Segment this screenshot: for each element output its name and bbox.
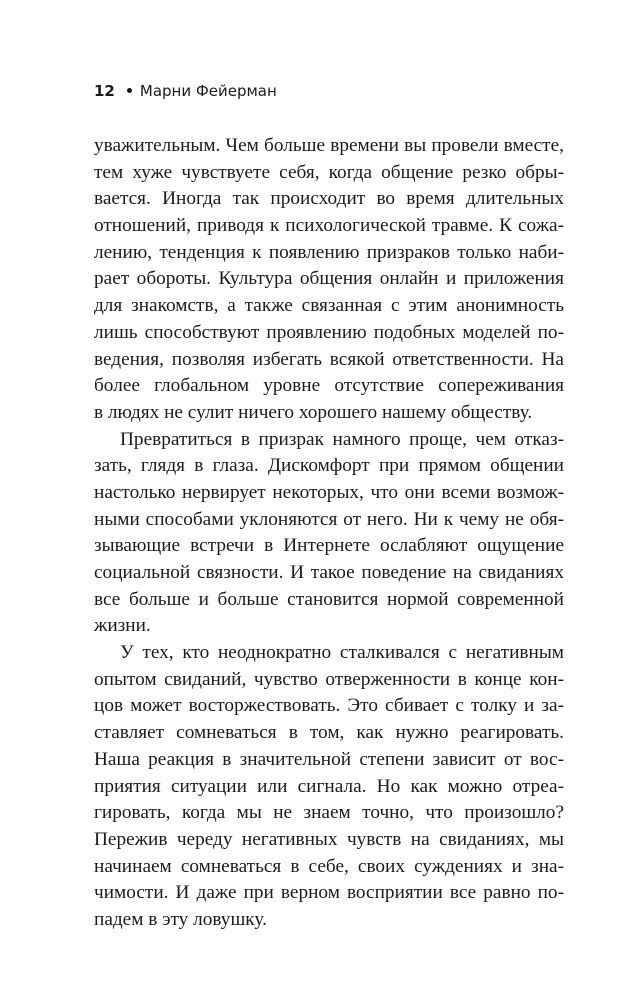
text-line: приятия ситуации или сигнала. Но как можно отреа-	[94, 775, 564, 797]
text-line: более глобальном уровне отсутствие сопереживания	[94, 375, 564, 397]
text-line: для знакомств, а также связанная с этим анонимность	[94, 295, 564, 317]
running-header	[94, 82, 277, 100]
text-line: начинаем сомневаться в себе, своих суждениях и зна-	[94, 855, 564, 877]
text-line: лению, тенденция к появлению призраков только наби-	[94, 241, 564, 263]
text-line: ведения, позволяя избегать всякой ответственности. На	[94, 348, 564, 370]
paragraph	[94, 640, 564, 934]
text-line: ными способами уклоняются от него. Ни к чему не обя-	[94, 508, 564, 530]
text-line: в людях не сулит ничего хорошего нашему обществу.	[94, 401, 533, 423]
text-line: все больше и больше становится нормой современной	[94, 588, 564, 610]
text-line: У тех, кто неоднократно сталкивался с негативным	[120, 642, 564, 664]
paragraph	[94, 133, 564, 427]
author-name: Марни Фейерман	[139, 82, 277, 100]
text-line: гировать, когда мы не знаем точно, что произошло?	[94, 802, 564, 824]
text-line: Пережив череду негативных чувств на свиданиях, мы	[94, 828, 564, 850]
text-line: жизни.	[94, 615, 151, 637]
text-line: тем хуже чувствуете себя, когда общение резко обры-	[94, 161, 564, 183]
page-number: 12	[94, 82, 115, 100]
text-line: рает обороты. Культура общения онлайн и приложения	[94, 268, 564, 290]
body-text	[94, 133, 564, 934]
text-line: уважительным. Чем больше времени вы провели вместе,	[94, 135, 564, 156]
paragraph	[94, 427, 564, 641]
bullet-separator-icon	[127, 88, 132, 93]
text-line: ставляет сомневаться в том, как нужно реагировать.	[94, 722, 564, 744]
text-line: цов может восторжествовать. Это сбивает с толку и за-	[94, 695, 564, 717]
text-line: лишь способствуют проявлению подобных моделей по-	[94, 321, 564, 343]
text-line: социальной связности. И такое поведение на свиданиях	[94, 562, 564, 583]
text-line: настолько нервирует некоторых, что они всеми возмож-	[94, 481, 564, 503]
text-line: падем в эту ловушку.	[94, 908, 267, 930]
text-line: вается. Иногда так происходит во время длительных	[94, 188, 564, 210]
text-line: Наша реакция в значительной степени зависит от вос-	[94, 748, 564, 770]
text-line: зывающие встречи в Интернете ослабляют ощущение	[94, 535, 564, 557]
text-line: Превратиться в призрак намного проще, чем отказ-	[120, 428, 564, 450]
text-line: отношений, приводя к психологической травме. К сожа-	[94, 215, 564, 237]
text-line: опытом свиданий, чувство отверженности в конце кон-	[94, 668, 564, 690]
text-line: чимости. И даже при верном восприятии все равно по-	[94, 882, 564, 904]
text-line: зать, глядя в глаза. Дискомфорт при прямом общении	[94, 455, 564, 477]
